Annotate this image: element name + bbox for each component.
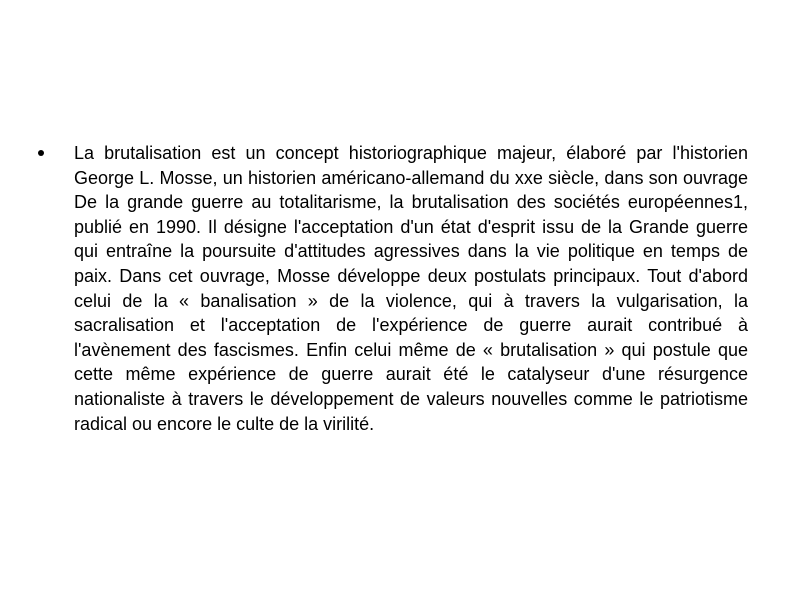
bullet-icon	[38, 150, 44, 156]
bullet-paragraph: La brutalisation est un concept historiographique majeur, élaboré par l'historien George L. Mosse, un historien américano-allemand du xxe siècle, dans son ouvrage De la grande guerre au totalitarisme, la brutalisation des sociétés européennes1, publié en 1990. Il désigne l'acceptation d'un état d'esprit issu de la Grande guerre qui entraîne la poursuite d'attitudes agressives dans la vie politique en temps de paix. Dans cet ouvrage, Mosse développe deux postulats principaux. Tout d'abord celui de la « banalisation » de la violence, qui à travers la vulgarisation, la sacralisation et l'acceptation de l'expérience de guerre aurait contribué à l'avènement des fascismes. Enfin celui même de « brutalisation » qui postule que cette même expérience de guerre aurait été le catalyseur d'une résurgence nationaliste à travers le développement de valeurs nouvelles comme le patriotisme radical ou encore le culte de la virilité.	[74, 143, 748, 434]
